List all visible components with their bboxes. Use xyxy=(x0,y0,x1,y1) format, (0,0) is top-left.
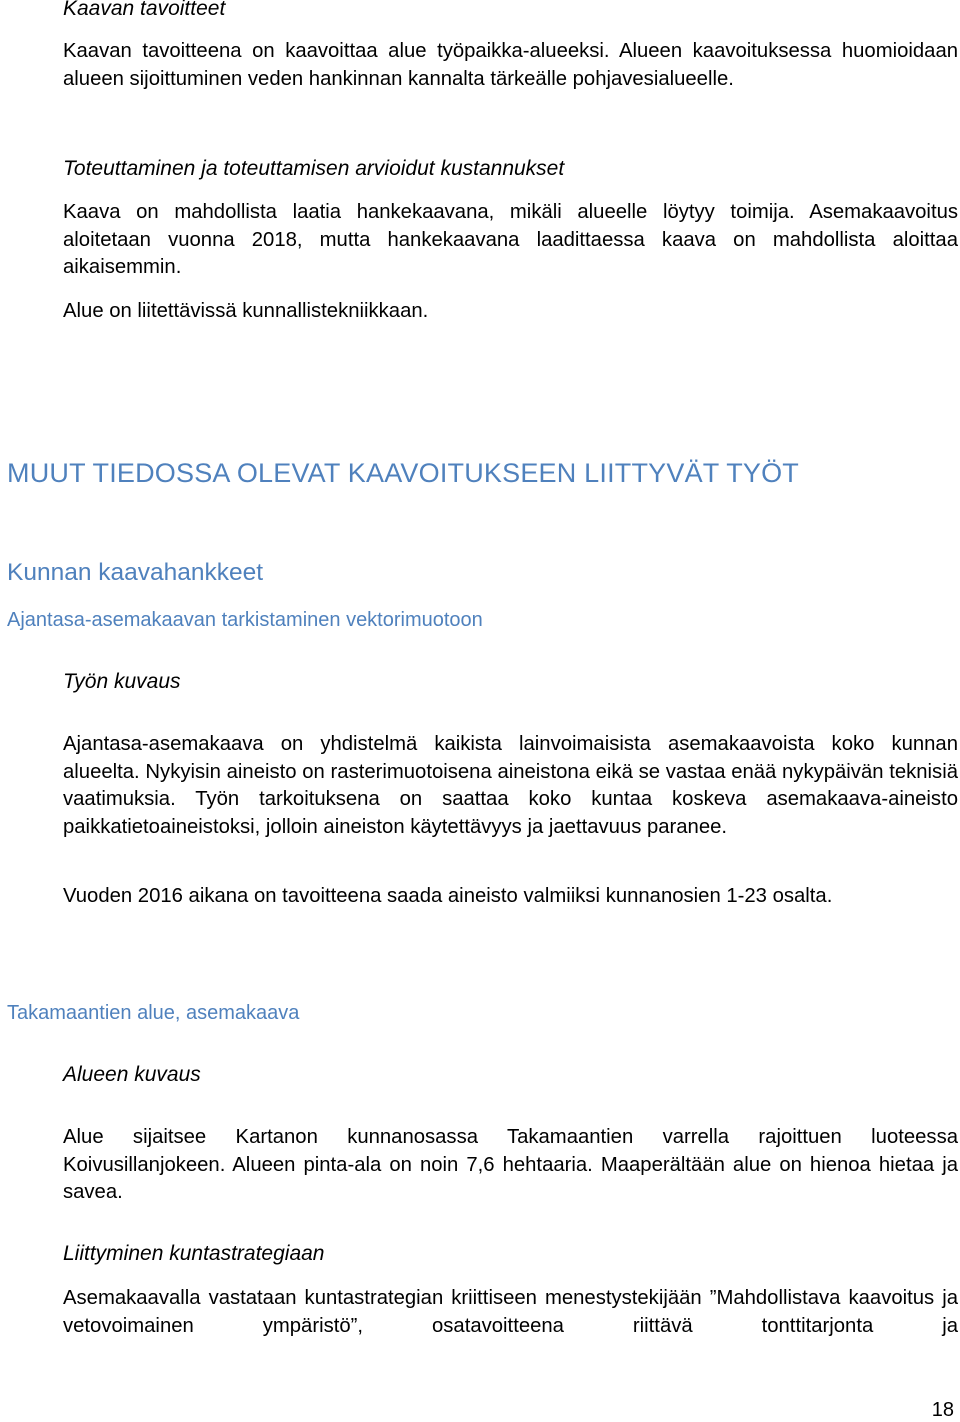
goal-paragraph: Kaavan tavoitteena on kaavoittaa alue työpaikka-alueeksi. Alueen kaavoituksessa huomioidaan alueen sijoittuminen veden hankinnan kannalta tärkeälle pohjavesialueelle. xyxy=(63,40,958,90)
implementation-paragraph: Kaava on mahdollista laatia hankekaavana, mikäli alueelle löytyy toimija. Asemakaavoitus aloitetaan vuonna 2018, mutta hankekaavana laadittaessa kaava on mahdollista aloittaa aikaisemmin. xyxy=(63,201,958,278)
project-2-strategy-text: Asemakaavalla vastataan kuntastrategian kriittiseen menestystekijään ”Mahdollistava kaavoitus ja vetovoimainen ympäristö”, osatavoitteena riittävä tonttitarjonta ja xyxy=(63,1287,958,1337)
project-2-area-description: Alue sijaitsee Kartanon kunnanosassa Takamaantien varrella rajoittuen luoteessa Koivusillanjokeen. Alueen pinta-ala on noin 7,6 hehtaaria. Maaperältään alue on hienoa hietaa ja savea. xyxy=(63,1126,958,1203)
goal-heading: Kaavan tavoitteet xyxy=(63,0,226,20)
sub-heading: Kunnan kaavahankkeet xyxy=(7,559,264,586)
project-1-title: Ajantasa-asemakaavan tarkistaminen vektorimuotoon xyxy=(7,609,483,631)
main-heading: MUUT TIEDOSSA OLEVAT KAAVOITUKSEEN LIITTYVÄT TYÖT xyxy=(7,458,799,488)
project-2-strategy-heading: Liittyminen kuntastrategiaan xyxy=(63,1242,325,1265)
page-number: 18 xyxy=(931,1399,954,1421)
project-1-goal: Vuoden 2016 aikana on tavoitteena saada aineisto valmiiksi kunnanosien 1-23 osalta. xyxy=(63,885,833,907)
project-2-area-heading: Alueen kuvaus xyxy=(63,1063,201,1086)
project-2-title: Takamaantien alue, asemakaava xyxy=(7,1002,300,1024)
project-1-description: Ajantasa-asemakaava on yhdistelmä kaikista lainvoimaisista asemakaavoista koko kunnan alueelta. Nykyisin aineisto on rasterimuotoisena aineistona eikä se vastaa enää nykypäivän teknisiä vaatimuksia. Työn tarkoituksena on saattaa koko kuntaa koskeva asemakaava-aineisto paikkatietoaineistoksi, jolloin aineiston käytettävyys ja jaettavuus paranee. xyxy=(63,733,958,838)
implementation-heading: Toteuttaminen ja toteuttamisen arvioidut kustannukset xyxy=(63,157,565,180)
infrastructure-paragraph: Alue on liitettävissä kunnallistekniikkaan. xyxy=(63,300,429,322)
project-1-description-heading: Työn kuvaus xyxy=(63,670,181,693)
